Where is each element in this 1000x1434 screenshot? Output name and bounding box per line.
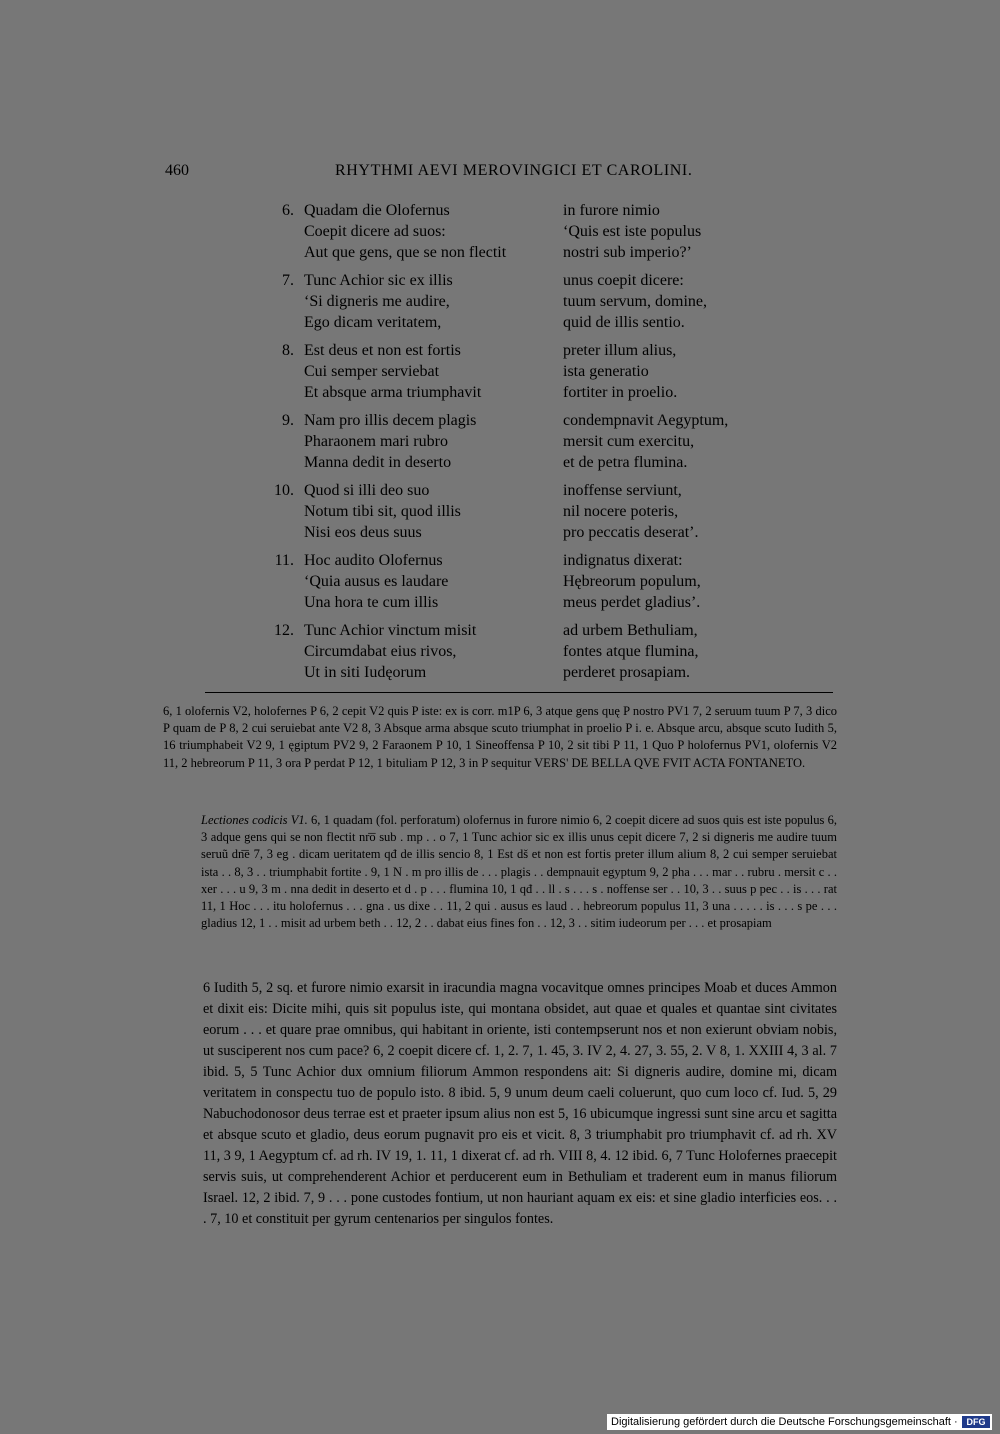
stanza [260, 550, 780, 613]
verse-line [304, 221, 780, 242]
verse-second-half: Hębreorum populum, [563, 573, 701, 590]
verse-first-half: Pharaonem mari rubro [304, 433, 448, 450]
verse-second-half: tuum servum, domine, [563, 293, 707, 310]
apparatus-codex-text: 6, 1 quadam (fol. perforatum) olofernus in furore nimio 6, 2 coepit dicere ad suos quis est iste populus 6, 3 adque gens qui se non flectit nr͞o sub . mp . . o 7, 1 Tunc achior sic ex illis unus cepit dicere 7, 2 si digneris me audire tuum seruũ dn͞e 7, 3 eg . dicam ueritatem qđ de illis sencio 8, 1 Est dš et non est fortis preter illum alium 8, 2 cui semper seruiebat ista . . 8, 3 . . triumphabit fortite . 9, 1 N . m pro illis de . . . plagis . . dempnauit egyptum 9, 2 pha . . . mar . . rubru . mersit c . . xer . . . u 9, 3 m . nna dedit in deserto et d . p . . . flumina 10, 1 qđ . . ll . s . . . s . noffense ser . . 10, 3 . . suus p pec . . is . . . rat 11, 1 Hoc . . . itu holofernus . . . gna . us dixe . . 11, 2 qui . ausus es laud . . hebreorum populus 11, 3 una . . . . . is . . . s pe . . . gladius 12, 1 . . misit ad urbem beth . . 12, 2 . . dabat eius fines fon . . 12, 3 . . sitim iudeorum per . . . et prosapiam [201, 813, 838, 931]
stanza-number: 9. [282, 412, 294, 429]
stanza-number: 10. [274, 482, 294, 499]
verse-first-half: Quod si illi deo suo [304, 482, 430, 499]
verse-line [304, 200, 780, 221]
dfg-logo: DFG [962, 1416, 990, 1428]
stanza-number: 8. [282, 342, 294, 359]
verse-second-half: ad urbem Bethuliam, [563, 622, 698, 639]
verse-first-half: Coepit dicere ad suos: [304, 223, 446, 240]
verse-first-half: Nisi eos deus suus [304, 524, 422, 541]
apparatus-variants: 6, 1 olofernis V2, holofernes P 6, 2 cepit V2 quis P iste: ex is corr. m1P 6, 3 atque gens quę P nostro PV1 7, 2 seruum tuum P 7, 3 dico P quam de P 8, 2 cui seruiebat ante V2 8, 3 Absque arma absque scuto triumphat in proelio P i. e. Absque arcu, absque scuto Iudith 5, 16 triumphabeit V2 9, 1 ęgiptum PV2 9, 2 Faraonem P 10, 1 Sineoffensa P 10, 2 sit tibi P 11, 1 Quo P holofernus PV1, olofernis V2 11, 2 hebreorum P 11, 3 ora P perdat P 12, 1 bituliam P 12, 3 in P sequitur VERS' DE BELLA QVE FVIT ACTA FONTANETO. [163, 704, 837, 770]
verse-line [304, 501, 780, 522]
verse-line [304, 242, 780, 263]
verse-second-half: nostri sub imperio?’ [563, 244, 692, 261]
verse-line [304, 361, 780, 382]
verse-line [304, 382, 780, 403]
verse-line [304, 452, 780, 473]
verse-first-half: Circumdabat eius rivos, [304, 643, 457, 660]
stanza [260, 270, 780, 333]
verse-second-half: fortiter in proelio. [563, 384, 678, 401]
stanza-number: 7. [282, 272, 294, 289]
verse-line [304, 480, 780, 501]
verse-line [304, 550, 780, 571]
verse-first-half: Una hora te cum illis [304, 594, 439, 611]
verse-second-half: mersit cum exercitu, [563, 433, 695, 450]
verse-first-half: Ut in siti Iudęorum [304, 664, 427, 681]
verse-first-half: Ego dicam veritatem, [304, 314, 442, 331]
verse-line [304, 571, 780, 592]
verse-second-half: meus perdet gladius’. [563, 594, 701, 611]
verse-second-half: in furore nimio [563, 202, 660, 219]
verse-line [304, 592, 780, 613]
verse-first-half: Tunc Achior sic ex illis [304, 272, 453, 289]
stanza [260, 410, 780, 473]
verse-second-half: inoffense serviunt, [563, 482, 682, 499]
stanza-number: 12. [274, 622, 294, 639]
stanza [260, 200, 780, 263]
verse-first-half: Hoc audito Olofernus [304, 552, 443, 569]
verse-line [304, 522, 780, 543]
stanza [260, 340, 780, 403]
verse-first-half: ‘Si digneris me audire, [304, 293, 450, 310]
verse-first-half: Et absque arma triumphavit [304, 384, 482, 401]
stanza-number: 6. [282, 202, 294, 219]
verse-first-half: ‘Quia ausus es laudare [304, 573, 449, 590]
verse-first-half: Manna dedit in deserto [304, 454, 452, 471]
apparatus-codex-label: Lectiones codicis V1. [201, 813, 308, 827]
verse-line [304, 662, 780, 683]
verse-first-half: Nam pro illis decem plagis [304, 412, 477, 429]
stanza [260, 620, 780, 683]
verse-second-half: indignatus dixerat: [563, 552, 683, 569]
verse-second-half: quid de illis sentio. [563, 314, 685, 331]
verse-second-half: condempnavit Aegyptum, [563, 412, 729, 429]
verse-second-half: fontes atque flumina, [563, 643, 699, 660]
verse-second-half: nil nocere poteris, [563, 503, 679, 520]
verse-first-half: Aut que gens, que se non flectit [304, 244, 507, 261]
digitization-footer [607, 1414, 992, 1430]
verse-second-half: pro peccatis deserat’. [563, 524, 699, 541]
verse-second-half: et de petra flumina. [563, 454, 688, 471]
verse-first-half: Quadam die Olofernus [304, 202, 450, 219]
page-header [165, 162, 837, 188]
verse-first-half: Est deus et non est fortis [304, 342, 461, 359]
verse-line [304, 270, 780, 291]
verse-line [304, 291, 780, 312]
stanza [260, 480, 780, 543]
verse-line [304, 431, 780, 452]
verse-second-half: preter illum alius, [563, 342, 677, 359]
verse-second-half: unus coepit dicere: [563, 272, 684, 289]
verse-line [304, 620, 780, 641]
verse-second-half: perderet prosapiam. [563, 664, 691, 681]
verse-line [304, 641, 780, 662]
verse-line [304, 410, 780, 431]
verse-first-half: Cui semper serviebat [304, 363, 440, 380]
verse-line [304, 312, 780, 333]
footer-text: Digitalisierung gefördert durch die Deutsche Forschungsgemeinschaft · [611, 1416, 958, 1428]
commentary-text: 6 Iudith 5, 2 sq. et furore nimio exarsit in iracundia magna vocavitque omnes principes Moab et duces Ammon et dixit eis: Dicite mihi, quis sit populus iste, qui montana obsidet, aut quae et quales et quantae sint civitates eorum . . . et quare prae omnibus, qui habitant in oriente, isti contempserunt nos et non exierunt obviam nobis, ut susciperent nos cum pace? 6, 2 coepit dicere cf. 1, 2. 7, 1. 45, 3. IV 2, 4. 27, 3. 55, 2. V 8, 1. XXIII 4, 3 al. 7 ibid. 5, 5 Tunc Achior dux omnium filiorum Ammon respondens ait: Si digneris audire, domine mi, dicam veritatem in conspectu tuo de populo isto. 8 ibid. 5, 9 unum deum caeli coluerunt, quo cum loco cf. Iud. 5, 29 Nabuchodonosor deus terrae est et praeter ipsum alius non est 5, 16 ubicumque ingressi sunt sine arcu et sagitta et absque scuto et gladio, deus eorum pugnavit pro eis et vicit. 8, 3 triumphabit pro triumphavit cf. ad rh. XV 11, 3 9, 1 Aegyptum cf. ad rh. IV 19, 1. 11, 1 dixerat cf. ad rh. VIII 8, 4. 12 ibid. 6, 7 Tunc Holofernes praecepit servis suis, ut comprehenderent Achior et perducerent eum in Bethuliam et traderent eum in manus filiorum Israel. 12, 2 ibid. 7, 9 . . . pone custodes fontium, ut non hauriant aquam ex eis: et sine gladio interficies eos. . . . 7, 10 et constituit per gyrum centenarios per singulos fontes. [203, 980, 837, 1227]
verse-first-half: Tunc Achior vinctum misit [304, 622, 477, 639]
footnote-divider [205, 692, 833, 693]
page-number: 460 [165, 162, 189, 179]
running-title: RHYTHMI AEVI MEROVINGICI ET CAROLINI. [335, 162, 693, 179]
verse-first-half: Notum tibi sit, quod illis [304, 503, 461, 520]
verse-second-half: ‘Quis est iste populus [563, 223, 702, 240]
apparatus-codex [163, 812, 837, 932]
stanza-number: 11. [274, 552, 294, 569]
poem-text [260, 200, 780, 690]
verse-second-half: ista generatio [563, 363, 649, 380]
verse-line [304, 340, 780, 361]
commentary [163, 978, 837, 1230]
